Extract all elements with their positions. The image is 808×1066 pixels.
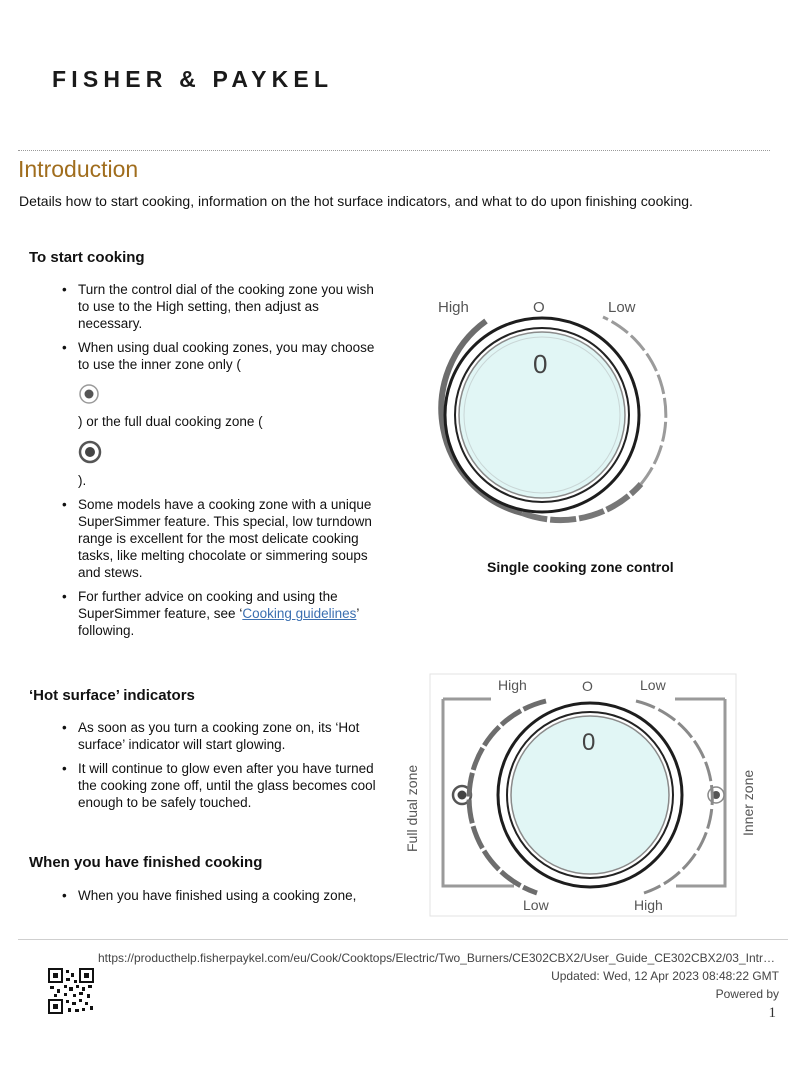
section-heading-hot-surface: ‘Hot surface’ indicators xyxy=(29,687,195,704)
dial-label-high: High xyxy=(438,299,469,316)
inner-zone-radio-icon xyxy=(78,383,100,405)
dial-pointer-zero: 0 xyxy=(582,729,596,756)
list-item: • Turn the control dial of the cooking zone you wish to use to the High setting, then adjust as necessary. xyxy=(62,281,384,332)
header-divider xyxy=(18,150,770,151)
dual-zone-dial-diagram xyxy=(398,672,770,920)
full-dual-zone-label: Full dual zone xyxy=(404,764,420,852)
hot-surface-list xyxy=(62,719,380,818)
section-heading-finished-cooking: When you have finished cooking xyxy=(29,854,263,871)
dial-caption: Single cooking zone control xyxy=(487,559,674,575)
brand-logo: FISHER & PAYKEL xyxy=(52,66,334,92)
list-item: • It will continue to glow even after you have turned the cooking zone off, until the glass becomes cool enough to be safely touched. xyxy=(62,760,380,811)
dial-label-high-bottom: High xyxy=(634,897,663,913)
list-item: • When using dual cooking zones, you may choose to use the inner zone only ( ) or the full dual cooking zone ( ). xyxy=(62,339,384,489)
single-zone-dial-diagram xyxy=(420,290,680,540)
intro-text: Details how to start cooking, information on the hot surface indicators, and what to do upon finishing cooking. xyxy=(19,193,693,209)
footer-updated-timestamp: Updated: Wed, 12 Apr 2023 08:48:22 GMT xyxy=(551,969,779,983)
finished-cooking-list xyxy=(62,887,382,911)
cooking-guidelines-link[interactable]: Cooking guidelines xyxy=(242,606,357,621)
list-item: • When you have finished using a cooking zone, xyxy=(62,887,382,904)
dial-label-low: Low xyxy=(608,299,636,316)
qr-code-icon xyxy=(48,968,94,1014)
footer-divider xyxy=(18,939,788,940)
dial-pointer-zero: 0 xyxy=(533,349,548,379)
footer-source-url: https://producthelp.fisherpaykel.com/eu/Cook/Cooktops/Electric/Two_Burners/CE302CBX2/User_Guide_CE302CBX2/03_Intr… xyxy=(97,951,775,965)
dial-label-low-bottom: Low xyxy=(523,897,549,913)
dial-label-off: O xyxy=(533,299,545,316)
list-item: • For further advice on cooking and using the SuperSimmer feature, see ‘Cooking guidelines’ following. xyxy=(62,588,384,639)
start-cooking-list xyxy=(62,281,384,646)
footer-powered-by: Powered by xyxy=(715,987,779,1001)
section-heading-start-cooking: To start cooking xyxy=(29,249,145,266)
dial-label-low-top: Low xyxy=(640,677,666,693)
page-title: Introduction xyxy=(18,156,139,182)
dial-label-off: O xyxy=(582,678,593,694)
inner-zone-label: Inner zone xyxy=(740,769,756,836)
list-item: • Some models have a cooking zone with a unique SuperSimmer feature. This special, low turndown range is excellent for the most delicate cooking tasks, like melting chocolate or simmering soups and stews. xyxy=(62,496,384,581)
dial-label-high-top: High xyxy=(498,677,527,693)
full-dual-zone-radio-icon xyxy=(78,440,102,464)
list-item: • As soon as you turn a cooking zone on, its ‘Hot surface’ indicator will start glowing. xyxy=(62,719,380,753)
page-number: 1 xyxy=(768,1005,776,1021)
